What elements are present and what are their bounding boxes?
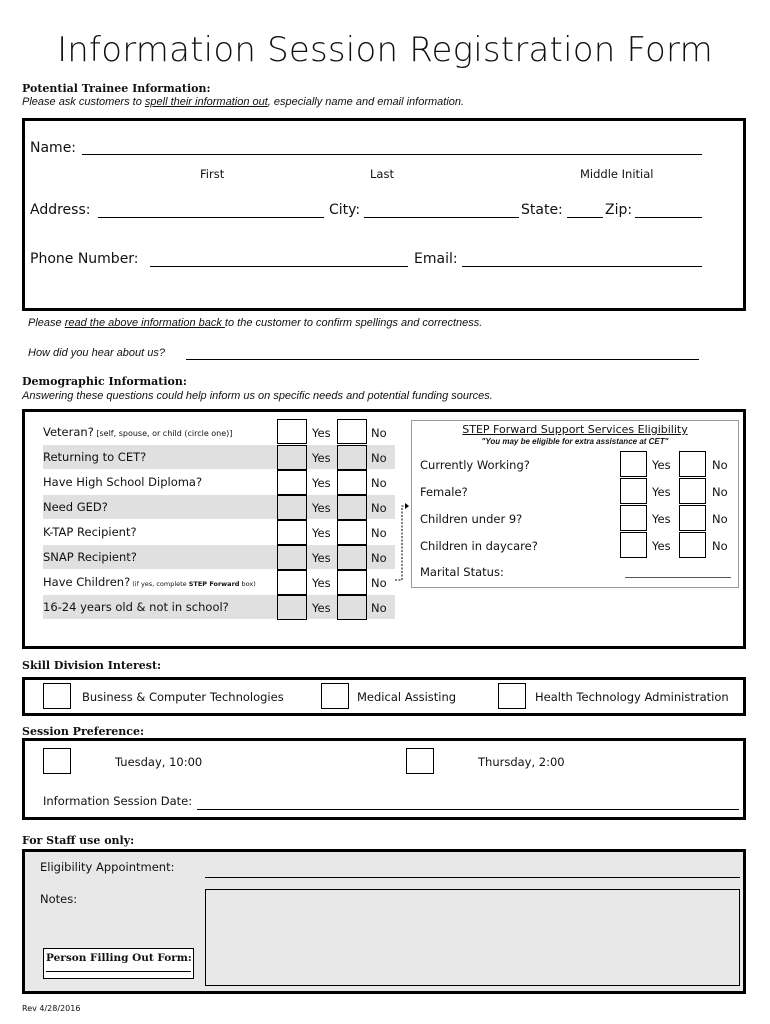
yes-checkbox[interactable]	[277, 445, 307, 470]
hear-about-field[interactable]	[186, 347, 699, 360]
person-filling-label: Person Filling Out Form:	[46, 952, 192, 964]
no-checkbox[interactable]	[337, 520, 367, 545]
step-yes-checkbox[interactable]	[620, 478, 647, 504]
no-label: No	[371, 426, 387, 440]
address-field[interactable]	[98, 202, 324, 218]
demographic-row	[43, 545, 395, 569]
name-label: Name:	[30, 140, 77, 156]
no-checkbox[interactable]	[337, 419, 367, 444]
demographic-question: Have Children? (if yes, complete STEP Forward box)	[43, 575, 256, 589]
yes-checkbox[interactable]	[277, 419, 307, 444]
yes-label: Yes	[312, 426, 331, 440]
demographic-question: SNAP Recipient?	[43, 550, 137, 564]
yes-label: Yes	[312, 501, 331, 515]
step-no-checkbox[interactable]	[679, 478, 706, 504]
step-yes-checkbox[interactable]	[620, 505, 647, 531]
demographic-row	[43, 595, 395, 619]
step-no-label: No	[712, 458, 728, 472]
demographic-instructions: Answering these questions could help inform us on specific needs and potential funding sources.	[22, 390, 493, 402]
address-label: Address:	[30, 202, 91, 218]
medical-checkbox[interactable]	[321, 683, 349, 709]
phone-label: Phone Number:	[30, 251, 139, 267]
yes-label: Yes	[312, 551, 331, 565]
hear-about-label: How did you hear about us?	[28, 347, 165, 359]
step-yes-label: Yes	[652, 458, 671, 472]
step-yes-label: Yes	[652, 539, 671, 553]
step-no-label: No	[712, 485, 728, 499]
last-name-caption: Last	[370, 167, 394, 181]
yes-checkbox[interactable]	[277, 495, 307, 520]
step-yes-checkbox[interactable]	[620, 451, 647, 477]
yes-checkbox[interactable]	[277, 545, 307, 570]
no-label: No	[371, 576, 387, 590]
demographic-question: Veteran? [self, spouse, or child (circle one)]	[43, 425, 233, 439]
zip-label: Zip:	[605, 202, 633, 218]
step-forward-subtitle: "You may be eligible for extra assistance at CET"	[481, 437, 669, 446]
demographic-row	[43, 445, 395, 469]
no-label: No	[371, 526, 387, 540]
session-date-field[interactable]	[197, 796, 739, 810]
tuesday-checkbox[interactable]	[43, 748, 71, 774]
yes-checkbox[interactable]	[277, 520, 307, 545]
demographic-row	[43, 520, 395, 544]
demographic-row	[43, 470, 395, 494]
demographic-question: 16-24 years old & not in school?	[43, 600, 229, 614]
readback-instructions: Please read the above information back to the customer to confirm spellings and correctness.	[28, 317, 483, 329]
yes-checkbox[interactable]	[277, 470, 307, 495]
notes-label: Notes:	[40, 892, 78, 906]
no-checkbox[interactable]	[337, 495, 367, 520]
eligibility-appointment-label: Eligibility Appointment:	[40, 860, 175, 874]
step-no-label: No	[712, 512, 728, 526]
step-yes-label: Yes	[652, 485, 671, 499]
yes-label: Yes	[312, 576, 331, 590]
demographic-heading: Demographic Information:	[22, 375, 187, 388]
trainee-heading: Potential Trainee Information:	[22, 82, 211, 95]
step-no-checkbox[interactable]	[679, 532, 706, 558]
yes-label: Yes	[312, 451, 331, 465]
step-question: Currently Working?	[420, 458, 530, 472]
zip-field[interactable]	[635, 202, 702, 218]
demographic-question: Need GED?	[43, 500, 108, 514]
business-checkbox[interactable]	[43, 683, 71, 709]
page-title: Information Session Registration Form	[57, 30, 713, 70]
yes-checkbox[interactable]	[277, 570, 307, 595]
health-tech-option: Health Technology Administration	[535, 690, 729, 704]
no-checkbox[interactable]	[337, 445, 367, 470]
no-checkbox[interactable]	[337, 545, 367, 570]
demographic-row	[43, 420, 395, 444]
session-heading: Session Preference:	[22, 725, 145, 738]
email-field[interactable]	[462, 251, 702, 267]
skill-heading: Skill Division Interest:	[22, 659, 162, 672]
no-checkbox[interactable]	[337, 470, 367, 495]
yes-label: Yes	[312, 601, 331, 615]
state-label: State:	[521, 202, 563, 218]
thursday-checkbox[interactable]	[406, 748, 434, 774]
step-question: Female?	[420, 485, 468, 499]
eligibility-appointment-field[interactable]	[205, 862, 740, 878]
yes-checkbox[interactable]	[277, 595, 307, 620]
demographic-question: K-TAP Recipient?	[43, 525, 137, 539]
step-yes-label: Yes	[652, 512, 671, 526]
yes-label: Yes	[312, 476, 331, 490]
notes-field[interactable]	[205, 889, 740, 986]
demographic-question: Returning to CET?	[43, 450, 147, 464]
step-no-checkbox[interactable]	[679, 505, 706, 531]
revision-date: Rev 4/28/2016	[22, 1004, 81, 1013]
demographic-row	[43, 570, 395, 594]
person-filling-line	[46, 971, 191, 972]
demographic-question: Have High School Diploma?	[43, 475, 203, 489]
no-checkbox[interactable]	[337, 595, 367, 620]
yes-label: Yes	[312, 526, 331, 540]
step-forward-title: STEP Forward Support Services Eligibility	[462, 423, 688, 436]
bracket-connector	[393, 500, 413, 585]
city-field[interactable]	[364, 202, 519, 218]
thursday-option: Thursday, 2:00	[478, 755, 565, 769]
name-field[interactable]	[82, 140, 702, 155]
no-label: No	[371, 451, 387, 465]
step-question: Children in daycare?	[420, 539, 538, 553]
first-name-caption: First	[200, 167, 225, 181]
marital-status-field[interactable]	[625, 564, 731, 578]
step-no-checkbox[interactable]	[679, 451, 706, 477]
no-label: No	[371, 501, 387, 515]
no-label: No	[371, 476, 387, 490]
step-question: Children under 9?	[420, 512, 523, 526]
demographic-row	[43, 495, 395, 519]
step-no-label: No	[712, 539, 728, 553]
phone-field[interactable]	[150, 251, 408, 267]
medical-option: Medical Assisting	[357, 690, 457, 704]
middle-initial-caption: Middle Initial	[580, 167, 654, 181]
marital-status-label: Marital Status:	[420, 565, 504, 579]
state-field[interactable]	[567, 202, 603, 218]
trainee-instructions: Please ask customers to spell their information out, especially name and email information.	[22, 96, 465, 108]
step-yes-checkbox[interactable]	[620, 532, 647, 558]
staff-heading: For Staff use only:	[22, 834, 135, 847]
no-label: No	[371, 601, 387, 615]
email-label: Email:	[414, 251, 458, 267]
business-option: Business & Computer Technologies	[82, 690, 284, 704]
session-date-label: Information Session Date:	[43, 794, 193, 808]
city-label: City:	[329, 202, 361, 218]
no-label: No	[371, 551, 387, 565]
tuesday-option: Tuesday, 10:00	[115, 755, 203, 769]
no-checkbox[interactable]	[337, 570, 367, 595]
health-tech-checkbox[interactable]	[498, 683, 526, 709]
